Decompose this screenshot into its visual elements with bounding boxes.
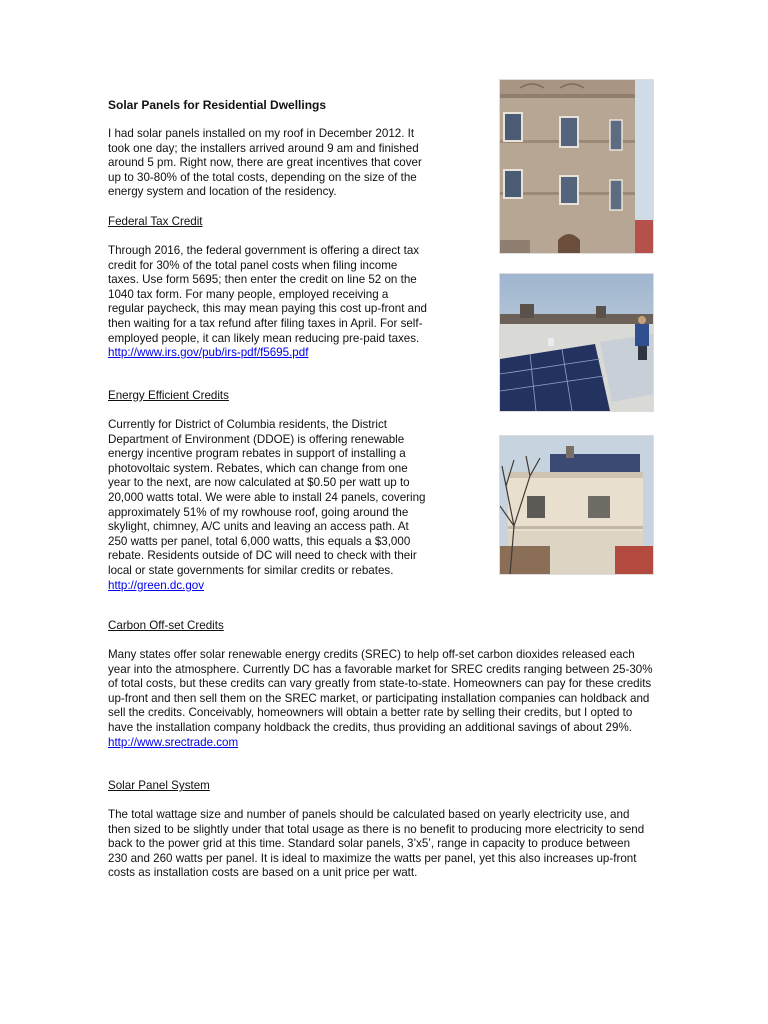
paragraph-line: rebate. Residents outside of DC will need to check with their xyxy=(108,549,417,563)
paragraph-line: 20,000 watts total. We were able to install 24 panels, covering xyxy=(108,490,426,504)
paragraph-line: credit for 30% of the total panel costs when filing income xyxy=(108,258,398,272)
paragraph-line: of total costs, but these credits can vary greatly from state-to-state. Homeowners can pay for these credits xyxy=(108,677,652,691)
carbon-paragraph xyxy=(108,648,708,750)
paragraph-line: year into the atmosphere. Currently DC has a favorable market for SREC credits ranging between 25-30% xyxy=(108,662,653,676)
intro-paragraph xyxy=(108,127,468,200)
federal-paragraph xyxy=(108,244,468,361)
system-paragraph xyxy=(108,808,708,881)
paragraph-line: have the installation company holdback the credits, thus providing an additional savings of about 29%. xyxy=(108,720,632,734)
paragraph-line: Many states offer solar renewable energy credits (SREC) to help off-set carbon dioxides released each xyxy=(108,648,635,661)
paragraph-line: local or state governments for similar credits or rebates. xyxy=(108,563,394,577)
paragraph-line: skylight, chimney, A/C units and leaving an access path. At xyxy=(108,520,409,534)
paragraph-line: Through 2016, the federal government is offering a direct tax xyxy=(108,244,420,257)
intro-line: energy system and location of the residency. xyxy=(108,185,337,199)
rowhouse-rear-photo xyxy=(499,435,654,575)
intro-line: I had solar panels installed on my roof in December 2012. It xyxy=(108,127,415,140)
paragraph-line: employed people, it can likely mean reducing pre-paid taxes. xyxy=(108,331,420,345)
irs-form-link[interactable]: http://www.irs.gov/pub/irs-pdf/f5695.pdf xyxy=(108,346,309,360)
paragraph-line: then waiting for a tax refund after filing taxes in April. For self- xyxy=(108,316,423,330)
srectrade-link[interactable]: http://www.srectrade.com xyxy=(108,735,239,749)
rowhouse-building-image xyxy=(500,80,653,253)
paragraph-line: energy incentive program rebates in support of installing a xyxy=(108,447,406,461)
section-heading-solar-panel-system: Solar Panel System xyxy=(108,779,210,792)
intro-line: up to 30-80% of the total costs, depending on the size of the xyxy=(108,170,417,184)
intro-line: around 5 pm. Right now, there are great incentives that cover xyxy=(108,156,422,170)
rowhouse-rear-image xyxy=(500,436,653,574)
page-title: Solar Panels for Residential Dwellings xyxy=(108,98,327,112)
rowhouse-building-photo xyxy=(499,79,654,254)
paragraph-line: costs as installation costs are based on a unit price per watt. xyxy=(108,866,418,880)
paragraph-line: Currently for District of Columbia residents, the District xyxy=(108,418,387,431)
paragraph-line: 250 watts per panel, total 6,000 watts, this equals a $3,000 xyxy=(108,534,411,548)
rooftop-installer-image xyxy=(500,274,653,411)
paragraph-line: 1040 tax form. For many people, employed receiving a xyxy=(108,287,389,301)
paragraph-line: up-front and then sell them on the SREC market, or participating installation companies can holdback and xyxy=(108,691,650,705)
rooftop-installer-photo xyxy=(499,273,654,412)
paragraph-line: photovoltaic system. Rebates, which can change from one xyxy=(108,461,408,475)
paragraph-line: 230 and 260 watts per panel. It is ideal to maximize the watts per panel, yet this also increases up-front xyxy=(108,851,637,865)
paragraph-line: back to the power grid at this time. Standard solar panels, 3’x5’, range in capacity to produce between xyxy=(108,837,631,851)
section-heading-carbon-offset-credits: Carbon Off-set Credits xyxy=(108,619,224,632)
paragraph-line: The total wattage size and number of panels should be calculated based on yearly electricity use, and xyxy=(108,808,630,821)
section-heading-energy-efficient-credits: Energy Efficient Credits xyxy=(108,389,229,402)
paragraph-line: year to the next, are now calculated at $0.50 per watt up to xyxy=(108,476,410,490)
paragraph-line: regular paycheck, this may mean paying this cost up-front and xyxy=(108,302,427,316)
energy-paragraph xyxy=(108,418,468,593)
paragraph-line: approximately 51% of my rowhouse roof, going around the xyxy=(108,505,409,519)
paragraph-line: then sized to be slightly under that total usage as there is no benefit to producing more electricity to send xyxy=(108,822,645,836)
paragraph-line: sell the credits. Conceivably, homeowners will obtain a better rate by selling their credits, but I opted to xyxy=(108,706,633,720)
green-dc-link[interactable]: http://green.dc.gov xyxy=(108,578,205,592)
paragraph-line: Department of Environment (DDOE) is offering renewable xyxy=(108,432,405,446)
section-heading-federal-tax-credit: Federal Tax Credit xyxy=(108,215,203,228)
paragraph-line: taxes. Use form 5695; then enter the credit on line 52 on the xyxy=(108,273,417,287)
intro-line: took one day; the installers arrived around 9 am and finished xyxy=(108,141,419,155)
